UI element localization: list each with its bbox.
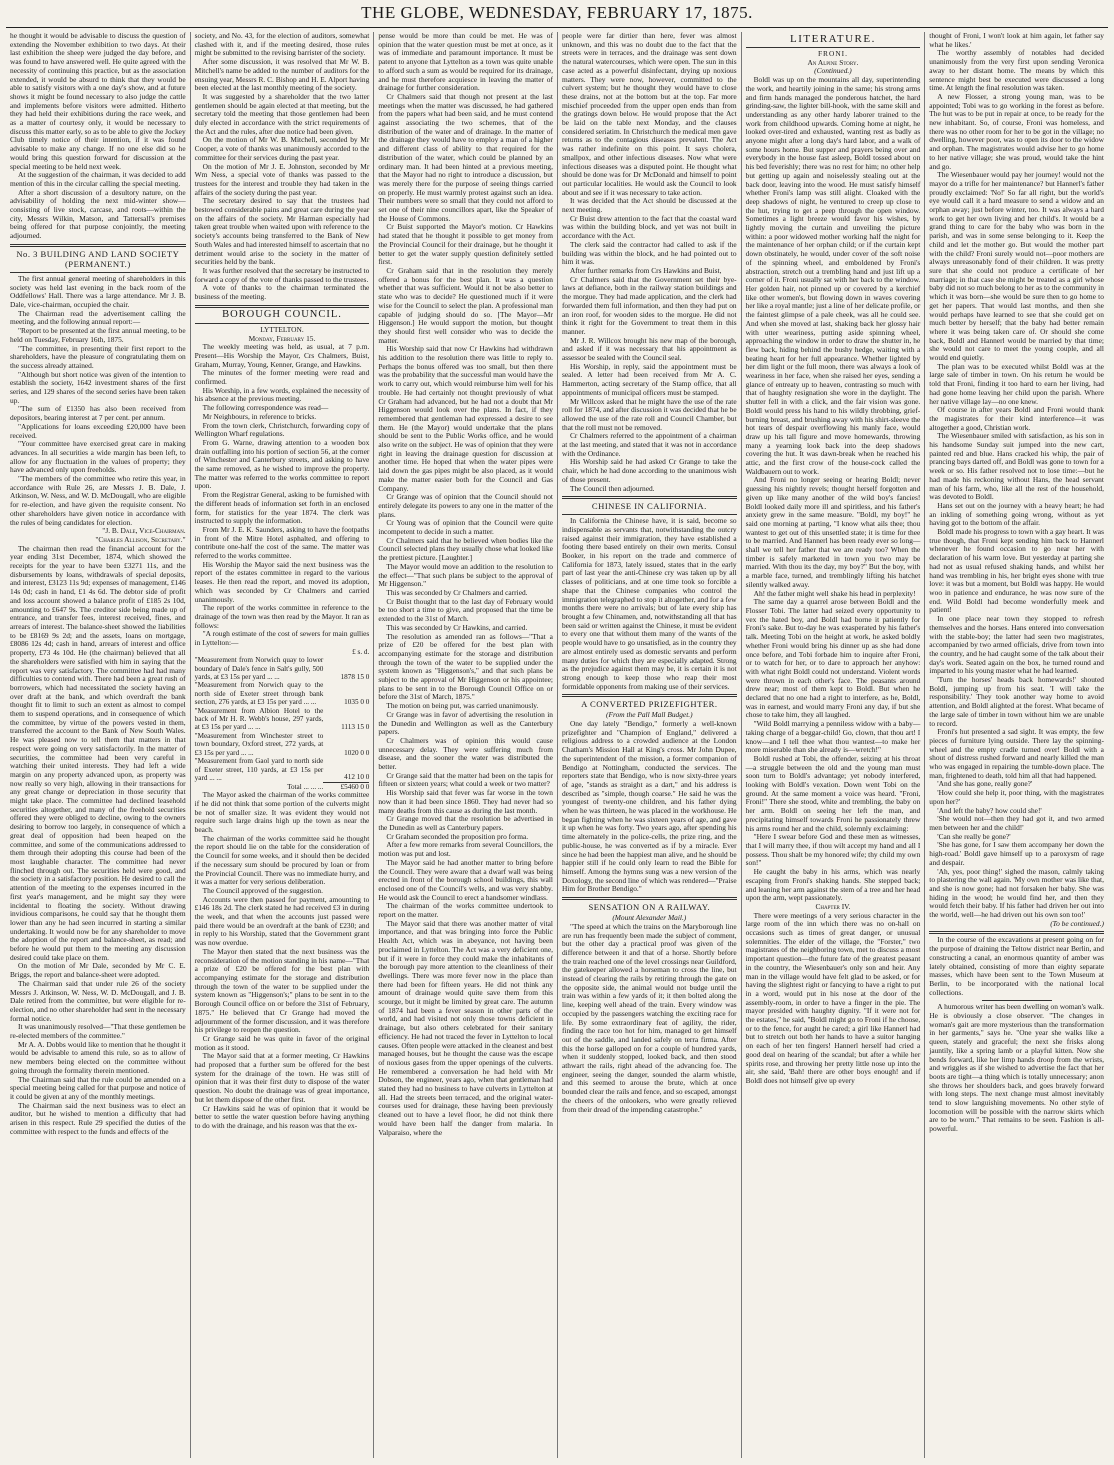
table-row xyxy=(195,648,370,656)
paragraph: Cr Graham seconded the proposition pro forma. xyxy=(386,831,529,841)
newspaper-columns xyxy=(6,32,1108,1458)
paragraph: "Report to be presented at the first annual meeting, to be held on Tuesday, February 16th, 1875. xyxy=(10,326,186,344)
lyttelton-subheading: LYTTELTON. xyxy=(260,324,304,334)
paragraph: Cr Grange said that the matter had been on the tapis for fifteen or sixteen years; what could a week or two matter? xyxy=(378,770,553,789)
paragraph: His Worship the Mayor said the next business was the report of the estates committee in regard to the various leases. He then read the report, and moved its adoption, which was seconded by Cr Chalmers and carried unanimously. xyxy=(194,559,370,604)
table-row xyxy=(195,732,370,757)
paragraph: Accounts were then passed for payment, amounting to £146 18s 2d. The clerk stated he had received £3 in during the week, and that when the accounts just passed were paid there would be an overdraft at the bank of £230; and in reply to his Worship, stated that the Government grant was now overdue. xyxy=(194,894,370,948)
paragraph: The Wiesenbauer smiled with satisfaction, as his son in his handsome Sunday suit jumped into the new cart, painted red and blue. Hans cracked his whip, the pair of prancing bays darted off, and Boldl was gone to town for a week or so. His father resolved not to lose time:—but he had made his reckoning without Hans, the head servant man of his farm, who, like all the rest of the household, was devoted to Boldl. xyxy=(929,431,1104,502)
estimate-desc: "Measurement from Winchester street to town boundary, Oxford street, 272 yards, at £3 15s per yard ... ... xyxy=(194,731,324,757)
paragraph: The secretary desired to say that the trustees had bestowed considerable pains and great care during the year on the affairs of the society. Mr Harman especially had taken great trouble when waited upon with reference to the society's accounts being transferred to the Bank of New South Wales and had interested himself to ascertain that no detriment would arise to the society in the matter of securities held by the bank. xyxy=(194,196,370,267)
paragraph: His Worship said he had asked Cr Grange to take the chair, which he had done according to the unanimous wish of those present. xyxy=(561,457,737,484)
paragraph: Cr Chalmers was of opinion this would cause unnecessary delay. They were suffering much from disease, and the sooner the water was distributed the better. xyxy=(378,735,553,772)
estimate-desc: "Measurement from Albion Hotel to the back of Mr H. R. Webb's house, 297 yards, at £3 15s per yard ... ... xyxy=(194,706,324,732)
signature-vice-chairman: "J. B. Dale, Vice-Chairman. xyxy=(102,526,186,536)
paragraph: After a few more remarks from several Councillors, the motion was put and lost. xyxy=(378,840,553,859)
paragraph: "Although but short notice was given of the intention to establish the society, 1642 investment shares of the first series, and 129 shares of the second series have been taken up. xyxy=(10,369,186,405)
paragraph: The resolution as amended ran as follows—"That a prize of £20 be offered for the best plan with accompanying estimate for the storage and distribution through the town of the water to be supplied under the system known as "Higgenson's," and that such plans be subject to the approval of Mr Higgenson or his appointee; plans to be sent in to the Borough Council Office on or before the 31st of March, 1875." xyxy=(378,631,553,702)
col1-intro xyxy=(10,32,186,241)
paragraph: "Here I swear before God and these men as witnesses, that I will marry thee, if thou wilt accept my hand and all I possess. Thou shalt be my honored wife; thy child my own son!" xyxy=(745,832,921,868)
railway-heading: SENSATION ON A RAILWAY. xyxy=(588,902,711,913)
paragraph: From the Registrar General, asking to be furnished with the different heads of information set forth in an enclosed form, for statistics for the year 1874. The clerk was instructed to supply the information. xyxy=(194,490,370,526)
paragraph: In California the Chinese have, it is said, become so indispensable as servants that, notwithstanding the outcry raised against their immigration, they have established a footing there based entirely on their own merits. Consul Booker, in his report on the trade and commerce of California for 1873, lately issued, states that in the early part of last year the anti-Chinese cry was taken up by all classes of politicians, and at one time took so forcible a shape that the Chinese companies who control the immigration telegraphed to stop it altogether, and for a few months there were no arrivals; but of late every ship has brought a few Chinamen, and, notwithstanding all that has been said or written against the Chinese, it must be evident to every one that without them many of the wants of the people would have to go unsatisfied, as in the country they are almost entirely used as domestic servants and perform many duties for which they are especially adapted. Strong as the prejudice against them may be, it is certain it is not strong enough to keep those who reap their most formidable opponents from making use of their services. xyxy=(561,516,737,691)
section-divider xyxy=(195,305,370,308)
paragraph: The Wiesenbauer would pay her journey! would not the mayor do a trifle for her maintenance? but Hannerl's father proudly exclaimed: 'No!' So far all right, but the world's eye would call it a hard measure to send a widow and an orphan away; just before winter, too. It was always a hard work to get her own living and her child's. It would be a grand thing to care for the baby who was born in the parish, and was in some sense belonging to it. Keep the child and let the mother go. But would the mother part with the child? Froni surely would not—poor mothers are always unreasonably fond of their children. It was pretty sure that she could not produce a certificate of her marriage; in that case she might be treated as a girl whose baby did not so much belong to her as to the community in which it was born—she would be sure then to go home to get her papers. That would last months, and then she would perhaps have learned to see that she could get on much better by herself; that the baby had better remain where it was being taken care of. Or should she come back, Boldl and Hannerl would be married by that time; she would not care to meet the young couple, and all would end quietly. xyxy=(929,170,1104,363)
paragraph: In one place near town they stopped to refresh themselves and the horses. Hans entered into conversation with the stable-boy; the latter had seen two magistrates, accompanied by two armed officials, drive from town into the country, and he had caught some of the talk about their day's work. Seated again on the box, he turned round and imparted to his young master what he had learned. xyxy=(929,614,1104,676)
column-3 xyxy=(373,32,557,1458)
paragraph: Of course in after years Boldl and Froni would thank the magistrates for their kind interference—it was altogether a good, Christian work. xyxy=(929,405,1104,432)
paragraph: Cr Chalmers said that though not present at the last meetings when the matter was discussed, he had gathered from the papers what had been said, and he must contend against associating the two schemes, that of the distribution of the water and of drainage. In the matter of the drainage they would have to employ a man of a higher and different class of ability to that required for the distribution of the water, which could be planned by an ordinary man. It had been hinted at a previous meeting, that the Mayor had no right to introduce a discussion, but was merely there for the purpose of seeing things carried on properly. He must warmly protest against such an idea. Their numbers were so small that they could not afford to set one of their nine councillors apart, like the Speaker of the House of Commons. xyxy=(378,91,553,223)
paragraph: 'She would not—then they had got it, and two armed men between her and the child!' xyxy=(929,814,1104,832)
paragraph: Cr Grange said he was quite in favor of the original motion as it stood. xyxy=(194,1033,370,1052)
paragraph: The Mayor would move an addition to the resolution to the effect—"That such plans be subject to the approval of Mr Higgenson." xyxy=(378,561,553,589)
story-title: FRONI. xyxy=(817,49,848,58)
literature-heading: LITERATURE. xyxy=(790,33,876,45)
paragraph: On the motion of Mr Dale, seconded by Mr C. E. Briggs, the report and balance-sheet were adopted. xyxy=(10,961,186,980)
paragraph: This was seconded by Cr Chalmers and carried. xyxy=(386,588,528,597)
paragraph: The Chairman said that under rule 26 of the society Messrs J. Atkinson, W. Ness, W. D. McDougall, and J. B. Dale retired from the committee, but were eligible for re-election, and no other shareholder had sent in the necessary formal notice. xyxy=(10,978,186,1023)
paragraph: Cr Buist supported the Mayor's motion. Cr Hawkins had stated that he thought it possible to get money from the Provincial Council for their drainage, but he thought it better to get the water supply question definitely settled first. xyxy=(378,222,553,267)
estimate-amount: 1020 0 0 xyxy=(344,748,370,757)
paragraph: At the suggestion of the chairman, it was decided to add mention of this in the circular calling the special meeting. xyxy=(10,170,186,188)
paragraph: Cr Hawkins said he was of opinion that it would be better to settle the water question before having anything to do with the drainage, and his reason was that the ex- xyxy=(194,1103,370,1130)
paragraph: On the motion of Mr J. E. Johnston, seconded by Mr Wm Ness, a special vote of thanks was passed to the trustees for the interest and trouble they had taken in the affairs of the society during the past year. xyxy=(194,161,370,197)
paragraph: The Chairman read the advertisement calling the meeting, and the following annual report:— xyxy=(10,308,186,327)
paragraph: 'Turn the horses' heads back homewards!' shouted Boldl, jumping up from his seat. 'I will take the responsibility.' They took another way home to avoid attention, and Boldl alighted at the forest. What became of the large sale of timber in town without him we are unable to record. xyxy=(929,675,1104,728)
paragraph: "The members of the committee who retire this year, in accordance with Rule 26, are Messrs J. B. Dale, J. Atkinson, W. Ness, and W. D. McDougall, who are eligible for re-election, and have given the requisite consent. No other shareholders have given notice in accordance with the rules of being candidates for election. xyxy=(10,474,186,527)
masthead-title: THE GLOBE, WEDNESDAY, FEBRUARY 17, 1875. xyxy=(361,3,753,22)
masthead-rule xyxy=(6,27,1108,28)
paragraph: The worthy assembly of notables had decided unanimously from the very first upon sending Veronica away to her distant home. The means by which this sentence might best be executed were discussed a long time. At length the final resolution was taken. xyxy=(929,48,1104,93)
paragraph: A humorous writer has been dwelling on woman's walk. He is obviously a close observer. "The changes in woman's gait are more mysterious than the transformation in her garments," says he. "One year she walks like a queen, stately and graceful; the next she frisks along jauntily, like a spring lamb or a playful kitten. Now she bends forward, like her limp hands droop from the wrists, and wriggles as if she wished to advertise the fact that her boots are tight—a thing which is totally unnecessary; anon she throws her shoulders back, and goes bravely forward with long steps. The next change must almost inevitably tend to slow languishing movements. No other style of locomotion will be possible with the narrow skirts which are to be worn." That remains to be seen. Fashion is all-powerful. xyxy=(929,1002,1104,1134)
paragraph: From Mr J. E. K. Saunders, asking to have the footpaths in front of the Mitre Hotel asphalted, and offering to contribute one-half the cost of the same. The matter was referred to the works committee. xyxy=(194,524,370,561)
paragraph: This was seconded by Cr Hawkins, and carried. xyxy=(386,622,528,632)
paragraph: Cr Chalmers said that the Government set their bye-laws at defiance, both in the railway station buildings and the morgue. They had made application, and the clerk had forwarded them full information, and then they had put on an iron roof, for wooden sides to the morgue. He did not think it right for the Government to treat them in this manner. xyxy=(561,274,737,336)
story-subtitle: An Alpine Story. xyxy=(807,57,859,67)
to-be-continued: (To be continued.) xyxy=(1050,918,1104,928)
paragraph: Cr Buist thought that to the last day of February would be too short a time to give, and proposed that the time be extended to the 31st of March. xyxy=(378,596,553,624)
paragraph: The weekly meeting was held, as usual, at 7 p.m. Present—His Worship the Mayor, Crs Chalmers, Buist, Graham, Murray, Young, Kenner, Grange, and Hawkins. xyxy=(194,342,370,369)
paragraph: The Mayor said that at a former meeting, Cr Hawkins had proposed that a further sum be offered for the best system for the drainage of the town. He was still of opinion that it was their first duty to dispose of the water question. No doubt the drainage was of great importance, but let them dispose of the other first. xyxy=(194,1051,370,1104)
building-society-heading: No. 3 BUILDING AND LAND SOCIETY (PERMANENT.) xyxy=(16,248,180,269)
paragraph: A new Flosser, a strong young man, was to be appointed; Tobi was to go working in the forest as before. The hut was to be put in repair at once, to be ready for the new inhabitant. So, of course, Froni was homeless, and there was no other room for her to be got in the village; no dwelling, however poor, was to open its door to the widow and orphan. The magistrates would advise her to go home to her native village; she was proud, would take the hint and go. xyxy=(929,91,1104,171)
paragraph: He caught the baby in his arms, which was nearly escaping from Froni's shaking hands. She stepped back; and leaning her arm against the stem of a tree and her head upon the arm, wept passionately. xyxy=(745,867,921,903)
paragraph: 'She has gone, for I saw them accompany her down the high-road.' Boldl gave himself up to a paroxysm of rage and despair. xyxy=(929,840,1104,867)
borough-council-heading: BOROUGH COUNCIL. xyxy=(222,308,342,320)
paragraph: Boldl rushed at Tobi, the offender, seizing at his throat—a struggle between the old and the young man must soon turn to Boldl's advantage; yet nobody interfered, looking with Boldl's vexation. Down went Tobi on the ground. At the same moment a voice was heard. "Froni, Froni!" There she stood, white and trembling, the baby on her arm. Boldl on seeing her left the man, and precipitating himself towards Froni he passionately threw his arms round her and the child, solemnly exclaiming: xyxy=(745,753,921,833)
section-divider xyxy=(10,272,186,273)
paragraph: The minutes of the former meeting were read and confirmed. xyxy=(194,368,370,387)
paragraph: Boldl was up on the mountains all day, superintending the work, and heartily joining in the same; his strong arms and firm hands managed the ponderous hatchet, the hard grinding-saw, the lighter bill-hook, with the same skill and understanding as any other hardy laborer trained to the work from childhood upwards. Coming home at night, he looked over-tired and exhausted, wanting rest as badly as anyone might after a long day's hard labor, and a walk of some hours home. But supper and prayers being over and everybody in the house fast asleep, Boldl tossed about on his bed feverishly; there was no rest for him; no other help but getting up again and noiselessly stealing out at the back door, leaving into the wood. He must satisfy himself whether Froni's lamp was still alight. Cloaked with the deep shadows of night, he ventured to creep up close to the hut, trying to get a peep through the open window. Sometimes a light breeze would favor his wishes, by lightly moving the curtain and unveiling the picture within: a poor widowed mother working half the night for the maintenance of her orphan child; or if the curtain kept down obstinately, he would, under cover of the soft noise of the spinning wheel, and emboldened by Froni's abstraction, stretch out a trembling hand and just lift up a corner of it. Froni usually sat with her back to the window. Her golden hair, not pinned up or covered by a kerchief like other women's, but flowing down in waves covering her like a royal mantle; just a line of her delicate profile, or the faintest glimpse of a pale cheek, was all he could see. And when she moved at last, shaking back her glossy hair with utter weariness, putting aside spinning wheel, approaching the window in order to draw the shutter in, he flew back, hiding behind the bushy hedge, waiting with a beating heart for her full appearance. Whether lighted by her dim light or the full moon, there was always a look of weariness in her face, when she raised her eyes, sending a glance of entreaty up to heaven, contrasting so much with that of haughty resignation she wore in the daylight. The shutter fell in with a click, and the fair vision was gone. Boldl would press his hand to his wildly throbbing, grief-burning breast, and brushing away with his shirt-sleeve the hot tears of despair overflowing his manly face, would draw up his tall figure and move homewards, throwing many a yearning look back into the deep shadows covering the hut. It was dawn-break when he reached his attic, and the first crow of the house-cock called the Waldbauern out to work. xyxy=(745,75,921,476)
paragraph: 'And she has gone, really gone?' xyxy=(937,779,1033,789)
paragraph: There were meetings of a very serious character in the large room of the inn which there was no on-hall on occasions such as times of great danger, or unusual solemnities. The elder of the village, the "Forster," two magistrates of the neighboring town, met to discuss a most important question—the future fate of the greatest peasant in the country, the Wiesenbauer's only son and heir. Any man in the village would have felt glad to be asked, or for having the slightest right or fancying to have a right to put in a word, would put in his nose at the door of the assembly-room, in order to have a finger in the pie. The mayor presided with haughty dignity. "If it were not for the estates," he said, "Boldl might go to Froni if he choose, or to the fence, for aught he cared; a girl like Hannerl had but to stretch out both her hands to have a suitor hanging on each of her ten fingers! Hannerl herself had cried a good deal on hearing of the scandal; but after a while her spirits rose, and throwing her pretty little nose up into the air, she said, 'Bah! there are other boys enough! and if Boldl does not himself give up every xyxy=(745,910,921,1085)
paragraph: "A rough estimate of the cost of sewers for main gullies in Lyttelton:— xyxy=(194,629,370,648)
paragraph: pense would be more than could be met. He was of opinion that the water question must be met at once, as it was of immediate and paramount importance. It must be patent to anyone that Lyttelton as a town was quite unable to afford such a sum as would be required for its drainage, and he must therefore acquiesce in leaving the matter of drainage for further consideration. xyxy=(378,32,553,93)
paragraph: The Mayor said he had another matter to bring before the Council. They were aware that a dwarf wall was being erected in front of the borough school buildings, this wall enclosed one of the Council's wells, and was very shabby. He would ask the Council to erect a handsomer windlass. xyxy=(378,857,553,902)
paragraph: On the motion of Mr W. B. Mitchell, seconded by Mr Cooper, a vote of thanks was unanimously accorded to the committee for their services during the past year. xyxy=(194,135,370,162)
paragraph: Froni's hut presented a sad sight. It was empty, the few pieces of furniture lying outside. There lay the spinning-wheel and the empty cradle turned over! Boldl with a shout of distress rushed forward and nearly killed the man who was engaged in repairing the tumble-down place. The man, frightened to death, told him all that had happened. xyxy=(929,727,1104,780)
paragraph: "Applications for loans exceeding £20,000 have been received. xyxy=(10,421,186,440)
section-divider xyxy=(929,931,1104,934)
paragraph: The Council approved of the suggestion. xyxy=(202,885,323,895)
paragraph: The motion on being put, was carried unanimously. xyxy=(386,701,539,711)
paragraph: After some discussion, it was resolved that Mr W. B. Mitchell's name be added to the number of auditors for the ensuing year, Messrs R. C. Bishop and H. E. Alport having been elected at the last monthly meeting of the society. xyxy=(194,57,370,93)
estimate-desc: "Measurement from Norwich quay to lower boundary of Dale's fence in Salt's gully, 500 yards, at £3 15s per yard ... ... xyxy=(194,656,324,682)
paragraph: "Your committee have exercised great care in making advances. In all securities a wide margin has been left, to allow for any fluctuation in the values of property; they have advanced only upon freeholds. xyxy=(10,439,186,475)
paragraph: Cr Chalmers referred to the appointment of a chairman at the last meeting, and stated that it was not in accordance with the Ordinance. xyxy=(561,431,737,458)
paragraph: The chairman of the works committee undertook to report on the matter. xyxy=(378,901,553,920)
paragraph: From the town clerk, Christchurch, forwarding copy of Wellington Wharf regulations. xyxy=(194,420,370,439)
paragraph: His Worship, in a few words, explained the necessity of his absence at the previous meeting. xyxy=(194,385,370,404)
section-divider xyxy=(195,323,370,324)
continued-note: (Continued.) xyxy=(814,66,852,76)
paragraph: The Chairman said the next business was to elect an auditor, but he wished to mention a difficulty that had arisen in this respect. Rule 29 specified the duties of the committee with respect to the funds and effects of the xyxy=(10,1100,186,1136)
chapter-heading: Chapter IV. xyxy=(815,901,851,911)
paragraph: The following correspondence was read— xyxy=(202,403,329,413)
section-divider xyxy=(562,496,737,499)
column-4 xyxy=(557,32,741,1458)
paragraph: It was suggested by a shareholder that the two latter gentlemen should be again elected at that meeting, but the secretary told the meeting that those gentlemen had been duly elected in accordance with the strict requirements of the Act and the rules, after due notice had been given. xyxy=(194,91,370,136)
paragraph: The first annual general meeting of shareholders in this society was held last evening in the back room of the Oddfellows' Hall. There was a large attendance. Mr J. B. Dale, vice-chairman, occupied the chair. xyxy=(10,273,186,309)
paragraph: he thought it would be advisable to discuss the question of extending the November exhibition to two days. At their last exhibition the sheep were judged the day before, and was found to have answered well. He quite agreed with the necessity of continuing this practice, but as the association extended, it would be absurd to think that they would be able to satisfy visitors with a one day's show, and at future shows it might be found necessary to also judge the cattle and implements before visitors were admitted. Hitherto they had held their exhibitions during the race week, and as a matter of courtesy only, it would be necessary to discuss this matter early, so as to be able to give the Jockey Club timely notice of their intention, if it was found advisable to make any change. If no one else did so he would bring this question forward for discussion at the special meeting to be held next week. xyxy=(10,32,186,171)
paragraph: 'Ah, yes, poor thing!' sighed the mason, calmly taking to plastering the wall again. 'My own mother was like that, and she is now gone; had not forsaken her baby. She was hiding in the wood; he would find her, and then they would fetch their baby. If his father had driven her out into the world, well—he had driven out his own son too!' xyxy=(929,866,1104,920)
source-credit: (Mount Alexander Mail.) xyxy=(612,913,687,923)
paragraph: "The committee, in presenting their first report to the shareholders, have the pleasure of congratulating them on the success already attained. xyxy=(10,343,186,370)
paragraph: From G. Warne, drawing attention to a wooden box drain outfalling into his portion of section 56, at the corner of Winchester and Canterbury streets, and asking to have the same removed, as he wished to improve the property. The matter was referred to the works committee to report upon. xyxy=(194,437,370,491)
paragraph: After further remarks from Crs Hawkins and Buist, xyxy=(569,265,722,275)
paragraph: 'And left the baby? how could she!' xyxy=(937,805,1042,815)
paragraph: After a short discussion of a desultory nature, on the advisability of holding the next mid-winter show—consisting of live stock, carcase, and roots—within the city, Messrs Wilkin, Matson, and Tattersall's premises being offered for that purpose conjointly, the meeting adjourned. xyxy=(10,187,186,241)
paragraph: "The speed at which the trains on the Maryborough line are run has frequently been made the subject of comment, but the other day a practical proof was given of the difference between it and that of a horse. Shortly before the train reached one of the level crossings near Guildford, the gatekeeper allowed a horseman to cross the line, but instead of clearing the rails by retiring through the gate on the opposite side, the animal would not budge until the train was within a few yards of it; it then bolted along the line, keeping well ahead of the train. Every window was occupied by the passengers watching the exciting race for life. By some extraordinary feat of agility, the rider, finding the race too hot for him, managed to get himself out of the saddle, and landed safely on terra firma. After this the horse galloped on for a couple of hundred yards, when it suddenly stopped, looked back, and then stood athwart the rails, right ahead of the advancing foe. The engineer, seeing the danger, sounded the alarm whistle, and this seemed to arouse the brute, which at once bounded clear the rails and fence, and so escaped, amongst the cheers of the onlookers, who were greatly relieved from their dread of the impending catastrophe." xyxy=(561,921,737,1114)
paragraph: The Council then adjourned. xyxy=(569,483,655,493)
date-subheading: Monday, February 15. xyxy=(248,333,316,343)
table-row xyxy=(195,707,370,732)
paragraph: The Mayor then stated that the next business was the reconsideration of the motion standing in his name—"That a prize of £20 be offered for the best plan with accompanying estimate for the storage and distribution through the town of the water to be supplied under the system known as "Higgenson's;" plans to be sent in to the Borough Council office on or before the 31st of February, 1875." He believed that Cr Grange had moved the adjournment of the former discussion, and it was therefore his privilege to reopen the question. xyxy=(194,946,370,1035)
signature-secretary: "Charles Allison, Secretary." xyxy=(95,534,186,544)
paragraph: society, and No. 43, for the election of auditors, somewhat clashed with it, and if the meeting desired, those rules might be submitted to the revising barrister of the society. xyxy=(194,32,370,58)
paragraph: The Chairman said that the rule could be amended on a special meeting being called for that purpose and notice of it could be given at any of the monthly meetings. xyxy=(10,1074,186,1101)
paragraph: "Wild Boldl marrying a penniless widow with a baby—taking charge of a beggar-child! Go, clown, that thou art! I know—and I tell thee what thou wantest—to make her more miserable than she already is—wretch!" xyxy=(745,719,921,755)
source-credit: (From the Pall Mall Budget.) xyxy=(606,710,693,720)
section-divider xyxy=(562,694,737,697)
paragraph: One day lately "Bendigo," formerly a well-known prizefighter and "Champion of England," delivered a religious address to a crowded audience at the London Chatham's Mission Hall at King's cross. Mr John Dupee, the superintendent of the mission, a former companion of Bendigo at Nottingham, conducted the services. The reporters state that Bendigo, who is now sixty-three years of age, "stands as straight as a dart," and his address is described as "simple, though coarse." He said he was the youngest of twenty-one children, and his father dying when he was thirteen, he was placed in the workhouse. He began fighting when he was sixteen years of age, and gave it up when he was forty. Two years ago, after spending his time alternately in the police-cells, the prize ring, and the public-house, he was converted as if by a miracle. Ever since he had been the happiest man alive, and he should be happier still if he could only learn to read the Bible for himself. Among the hymns sung was a new version of the Doxology, the second line of which was rendered—"Praise Him for Brother Bendigo." xyxy=(561,719,737,894)
paragraph: The clerk said the contractor had called to ask if the building was within the block, and he had pointed out to him it was. xyxy=(561,239,737,267)
estimate-desc: "Measurement from Norwich quay to the north side of Exeter street through bank section, 276 yards, at £3 15s per yard ... ... xyxy=(194,681,324,707)
paragraph: Cr Buist drew attention to the fact that the coastal ward was within the building block, and yet was not built in accordance with the Act. xyxy=(561,213,737,241)
section-divider xyxy=(10,244,186,247)
paragraph: And Froni no longer seeing or hearing Boldl; never guessing his nightly revels; thought herself forgotten and given up like many another of the wild boy's fancies! Boldl looked daily more ill and spiritless, and his father's anxiety grew in the same measure. "Boldl, my boy!" he said one morning at parting, "I know what ails thee; thou wantest to get out of this unsettled state; it is time for thee to be married. And Hannerl has been ready ever so long—shall we tell her father that we are ready too? When the timber is safely marketed in town you two may be married. With thou its the day, my boy?" But the boy, with a marble face, turned, and tremblingly lifting his hatchet silently walked away. xyxy=(745,475,921,589)
paragraph: The chairman of the works committee said he thought the report should lie on the table for the consideration of the Council for some weeks, and it should then be decided if the necessary sum should be procured by loan or from the Provincial Council. There was no immediate hurry, and it was a matter for very serious deliberation. xyxy=(194,833,370,887)
section-divider xyxy=(982,1000,1052,1001)
paragraph: 'How could she help it, poor thing, with the magistrates upon her?' xyxy=(929,788,1104,806)
paragraph: It was decided that the Act should be discussed at the next meeting. xyxy=(561,196,737,215)
paragraph: Cr Young was of opinion that the Council were quite incompetent to decide in such a matter. xyxy=(378,518,553,537)
column-2 xyxy=(190,32,374,1458)
estimate-amount: 412 10 0 xyxy=(344,773,370,782)
paragraph: 'Can she really be gone?' xyxy=(937,831,1011,841)
paragraph: Cr Chalmers said that he believed when bodies like the Council selected plans they usually chose what looked like the prettiest picture. [Laughter.] xyxy=(378,535,553,563)
paragraph: Hans set out on the journey with a heavy heart; he had an inkling of something going wrong, without as yet having got to the bottom of the affair. xyxy=(929,500,1104,528)
paragraph: people were far dirtier than here, fever was almost unknown, and this was no doubt due to the fact that the streets were in terraces, and the drainage was sent down the natural watercourses, which were open. The sun in this case acted as a powerful disinfectant, drying up noxious matters. They were now, however, committed to the culvert system; but he thought they would have to close these drains, not at the bottom but at the top. Far more mischief proceeded from the upper open ends than from the gratings down below. He would propose that the Act be laid on the table next Monday, and the clauses considered seriatim. In Christchurch the medical men gave returns as to the contagious diseases prevalent. The Act was rather indefinite on this point. It says cholera, smallpox, and other infectious diseases. Now what were infectious diseases was a disputed point. He thought what should be done was for Dr McDonald and himself to point out particular localities. He would ask the Council to look about and see if it was necessary to take action. xyxy=(561,32,737,197)
paragraph: Mr Neighbours, in reference to bricks. xyxy=(202,411,317,421)
paragraph: The Mayor said that there was another matter of vital importance, and that was bringing into force the Public Health Act, which was in abeyance, not having been proclaimed in Lyttelton. The Act was a very deficient one, but if it were in force they could make the inhabitants of the borough pay more attention to the cleanliness of their dwellings. There was more fever now in the place than there had been for fifteen years. He did not think any amount of drainage would quite save them from this scourge, but it might be limited by great care. The autumn of 1874 had been a fever season in other parts of the world, and had visited not only those towns deficient in drainage, but also others celebrated for their sanitary efficiency. He had not traced the fever in Lyttelton to local causes. Often people were attacked in the cleanest and best managed houses, but he thought the cause was the escape of noxious gases from the upper openings of the culverts. He remembered a conversation he had held with Mr Dobson, the engineer, years ago, when that gentleman had stated they had no business to have culverts in Lyttelton at all. Had the streets been terraced, and the original water-courses used for drainage, these having been previously cleaned out to have a level floor, he did not think there would have been half the danger from malaria. In Valparaiso, where the xyxy=(378,918,553,1137)
estimate-amount: 1113 15 0 xyxy=(341,723,370,732)
section-divider xyxy=(746,47,921,48)
column-1 xyxy=(6,32,190,1458)
paragraph: Mr J. R. Willcox brought his new map of the borough, and asked if it was necessary that his appointment as assessor be sealed with the Council seal. xyxy=(561,335,737,363)
paragraph: thought of Froni, I won't look at him again, let father say what he likes.' xyxy=(929,32,1104,49)
paragraph: His Worship said that now Cr Hawkins had withdrawn his addition to the resolution there was little to reply to. Perhaps the bonus offered was too small, but then there was the probability that the successful man would have the work to carry out, which would reimburse him well for his trouble. He had certainly not thought previously of what Cr Graham had advanced, but he had not a doubt that Mr Higgenson would look over the plans. In fact, if they remembered that gentleman had expressed a desire to see them. He (the Mayor) would undertake that the plans should be sent to the Public Works office, and he would also write on the subject. He was of opinion that they were right in leaving the drainage question for discussion at another time. He hoped that when the water pipes were laid down the gas pipes might be also placed, as it would make the matter easier both for the Council and Gas Company. xyxy=(378,344,553,493)
paragraph: Cr Graham said that in the resolution they merely offered a bonus for the best plan. It was a question whether that was sufficient. Would it not be also better to state who was to decide? He questioned much if it were wise for the Council to select the plan. A professional man capable of judging should do so. [The Mayor—Mr Higgenson.] He would support the motion, but thought they should first well consider who was to decide the matter. xyxy=(378,265,553,345)
paragraph: "The sum of £1350 has also been received from depositors, bearing interest at 7 per cent. per annum. xyxy=(10,404,186,423)
column-6 xyxy=(924,32,1108,1458)
section-divider xyxy=(562,514,737,515)
estimate-header: £ s. d. xyxy=(352,647,370,656)
estimate-amount: 1878 15 0 xyxy=(340,673,370,682)
paragraph: Boldl made his progress to town with a gay heart. It was true though, that Froni kept sending him back to Hannerl whenever he found occasion to go near her with declaration of his warm love. But yesterday at parting she had not as usual refused shaking hands, and whilst her hand was trembling in his, her bright eyes shone with true love: it was but a moment, but Boldl was happy. He would woo in patience and endurance, he was now sure of the end. Wild Boldl had become wonderfully meek and patient! xyxy=(929,527,1104,615)
paragraph: Cr Grange was in favor of advertising the resolution in the Dunedin and Wellington as well as the Canterbury papers. xyxy=(378,709,553,737)
paragraph: In the course of the excavations at present going on for the purpose of draining the Teltow district near Berlin, and constructing a canal, an enormous quantity of amber was lately obtained, consisting of more than eighty separate masses, which have been sent to the Town Museum at Berlin, to be incorporated with the national local collections. xyxy=(929,935,1104,997)
table-row xyxy=(195,681,370,706)
paragraph: Mr A. A. Dobbs would like to mention that he thought it would be advisable to amend this rule, so as to allow of new members being elected on the committee without going through the formality therein mentioned. xyxy=(10,1039,186,1075)
table-row xyxy=(195,656,370,681)
paragraph: The plan was to be executed whilst Boldl was at the large sale of timber in town. On his return he would be told that Froni, finding it too hard to earn her living, had had gone home leaving her child upon the parish. Where her native village lay—no one knew. xyxy=(929,361,1104,406)
paragraph: Ah! the father might well shake his head in perplexity! xyxy=(753,588,916,598)
table-row xyxy=(195,757,370,782)
paragraph: It was unanimously resolved—"That these gentlemen be re-elected members of the committee." xyxy=(10,1022,186,1041)
prizefighter-heading: A CONVERTED PRIZEFIGHTER. xyxy=(581,699,718,710)
paragraph: Mr Willcox asked that he might have the use of the rate roll for 1874, and after discussion it was decided that he be allowed the use of the rate roll and Council Chamber, but that the roll must not be removed. xyxy=(561,396,737,432)
estimate-desc: "Measurement from Gaol yard to north side of Exeter street, 110 yards, at £3 15s per yard ... ... xyxy=(194,757,324,782)
paragraph: The Mayor asked the chairman of the works committee if he did not think that some portion of the culverts might be not of smaller size. It was evident they would not require such large drains high up the town as near the beach. xyxy=(194,790,370,835)
estimate-desc: Total ... ... ... xyxy=(287,782,324,791)
estimate-amount: 1035 0 0 xyxy=(344,698,370,707)
paragraph: The report of the works committee in reference to the drainage of the town was then read by the Mayor. It ran as follows: xyxy=(194,603,370,630)
sewer-estimate-table xyxy=(195,648,370,791)
section-divider xyxy=(562,897,737,900)
paragraph: The same day a quarrel arose between Boldl and the Flosser Tobi. The latter had seized every opportunity to vex the hated boy, and Boldl had borne it patiently for Froni's sake. But to-day he was exasperated by his father's talk. Meeting Tobi on the height at work, he asked boldly whether Froni would bring his dinner up as she had done once before, and Tobi forbade him to inquire after Froni, or to watch for her, or to dare to approach her anyhow: with what right Boldl could not understand. Violent words were thrown in each other's face. The peasants around drew near; most of them kept to Boldl. But when he declared that no one had a right to interfere, as he, Boldl, was in earnest, and would marry Froni any day, if but she chose to take him, they all laughed. xyxy=(745,597,921,720)
estimate-amount: £5460 0 0 xyxy=(323,782,369,791)
paragraph: Cr Grange moved that the resolution be advertised in the Dunedin as well as Canterbury papers. xyxy=(378,814,553,832)
paragraph: Cr Grange was of opinion that the Council should not entirely delegate its powers to any one in the matter of the plans. xyxy=(378,492,553,519)
column-5 xyxy=(741,32,925,1458)
chinese-heading: CHINESE IN CALIFORNIA. xyxy=(591,501,707,512)
paragraph: A vote of thanks to the chairman terminated the business of the meeting. xyxy=(194,283,370,302)
paragraph: It was further resolved that the secretary be instructed to forward a copy of the vote of thanks passed to the trustees. xyxy=(194,265,370,284)
paragraph: The chairman then read the financial account for the year ending 31st December, 1874, which showed the receipts for the year to have been £3271 11s, and the disbursements by loans, withdrawals of special deposits, and interest, £3123 11s 9d; expenses of management, £146 14s 0d; cash in hand, £1 4s 6d. The debtor side of profit and loss account showed a balance profit of £185 2s 10d, amounting to £647 9s. The creditor side being made up of entrance, and transfer fees, interest received, fines, and arrears of interest. The balance-sheet showed the liabilities to be £8169 9s 2d; and the assets, loans on mortgage, £8086 12s 4d; cash in hand, arrears of interest and office property, £73 4s 10d. He (the chairman) believed that all the shareholders were satisfied with him in saying that the report was very satisfactory. The committee had had many difficulties to contend with. There had been a great rush of borrowers, which had necessitated the society having an over draft at the bank, and which overdraft the bank thought fit to limit to such an extent as almost to compel them to suspend operations, and in consequence of which the committee, by virtue of the powers vested in them, transferred the account to the Bank of New South Wales. He was pleased now to tell them that matters in that respect were going on very satisfactorily. In the matter of securities, the committee had been very careful in watching their united interests. They had left a wide margin on any property advanced upon, as property was now really so very high, allowing in their transactions for any great change or depreciation in those security that might take place. The committee had declined leasehold securities altogether, and many of the freehold securities offered they were obliged to decline, owing to the owners desiring to borrow too largely, in consequence of which a great deal of opposition had been heaped on the committee, and some of the communications addressed to them through their adopting this course had been of the most laughable character. The committee had never flinched through out. The securities held were good, and the society in a satisfactory position. He desired to call the attention of the meeting to the expenses incurred in the first year's management, and he might say they were incidental to floating the society. Without drawing invidious comparisons, he could say that he thought them lower than any he had seen incurred in starting a similar undertaking. It would now be for any shareholder to move the adoption of the report and balance-sheet, as read; and before he would put them to the meeting any discussion desired could take place on them. xyxy=(10,543,186,962)
paragraph: His Worship said that fever was far worse in the town now than it had been since 1860. They had never had so many deaths from this cause as during the last month. xyxy=(378,788,553,815)
paragraph: His Worship, in reply, said the appointment must be sealed. A letter had been received from Mr A. C. Hammerton, acting secretary of the Stamp office, that all appointments of municipal officers must be stamped. xyxy=(561,361,737,397)
